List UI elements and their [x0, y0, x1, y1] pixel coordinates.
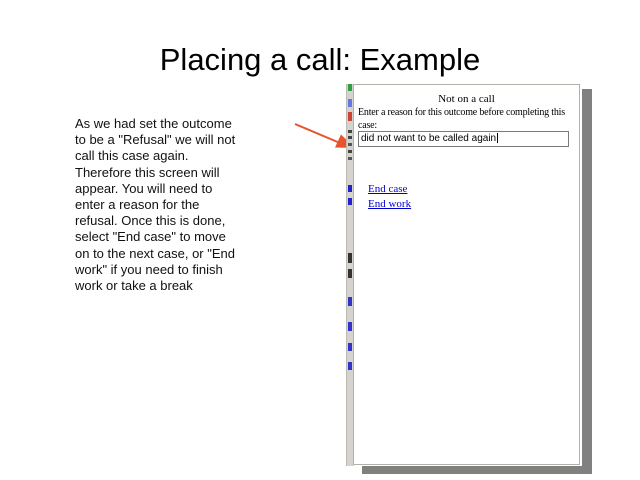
- background-window-fragment: [348, 269, 352, 278]
- body-text-line: refusal. Once this is done,: [75, 213, 226, 229]
- body-text-line: enter a reason for the: [75, 197, 200, 213]
- screenshot-prompt-line: case:: [358, 120, 377, 131]
- body-text-line: As we had set the outcome: [75, 116, 232, 131]
- body-text-line: work" if you need to finish: [75, 261, 223, 277]
- body-text-line: appear. You will need to: [75, 180, 213, 196]
- reason-input[interactable]: [358, 131, 569, 147]
- reason-input-value: did not want to be called again: [361, 133, 497, 144]
- text-caret: [497, 133, 498, 143]
- body-text-line: select "End case" to move: [75, 229, 226, 245]
- background-window-fragment: [348, 136, 352, 139]
- background-window-fragment: [348, 297, 352, 306]
- window-shadow: [362, 466, 592, 474]
- background-window-fragment: [348, 362, 352, 370]
- screenshot-window: [353, 84, 580, 465]
- background-window-fragment: [348, 198, 352, 205]
- background-window-fragment: [348, 130, 352, 133]
- background-window-fragment: [348, 84, 352, 91]
- background-window-fragment: [348, 112, 352, 121]
- body-text-line: call this case again.: [75, 148, 189, 164]
- background-window-fragment: [348, 143, 352, 146]
- screenshot-heading: Not on a call: [438, 93, 495, 105]
- screenshot-prompt-line: Enter a reason for this outcome before completing this: [358, 107, 565, 118]
- background-window-fragment: [348, 185, 352, 192]
- background-window-fragment: [348, 253, 352, 263]
- body-text-line: Therefore this screen will: [75, 164, 220, 180]
- end-case-link[interactable]: End case: [368, 183, 408, 195]
- body-text-line: on to the next case, or "End: [75, 245, 235, 261]
- slide-title: Placing a call: Example: [159, 42, 481, 77]
- body-text-line: to be a "Refusal" we will not: [75, 132, 236, 148]
- background-window-fragment: [348, 343, 352, 351]
- body-text-line: work or take a break: [75, 278, 193, 294]
- background-window-fragment: [348, 157, 352, 160]
- background-window-fragment: [348, 322, 352, 331]
- background-window-fragment: [348, 99, 352, 107]
- background-window-fragment: [348, 150, 352, 153]
- window-shadow: [582, 89, 592, 474]
- slide-body-text: [75, 116, 275, 294]
- end-work-link[interactable]: End work: [368, 198, 412, 210]
